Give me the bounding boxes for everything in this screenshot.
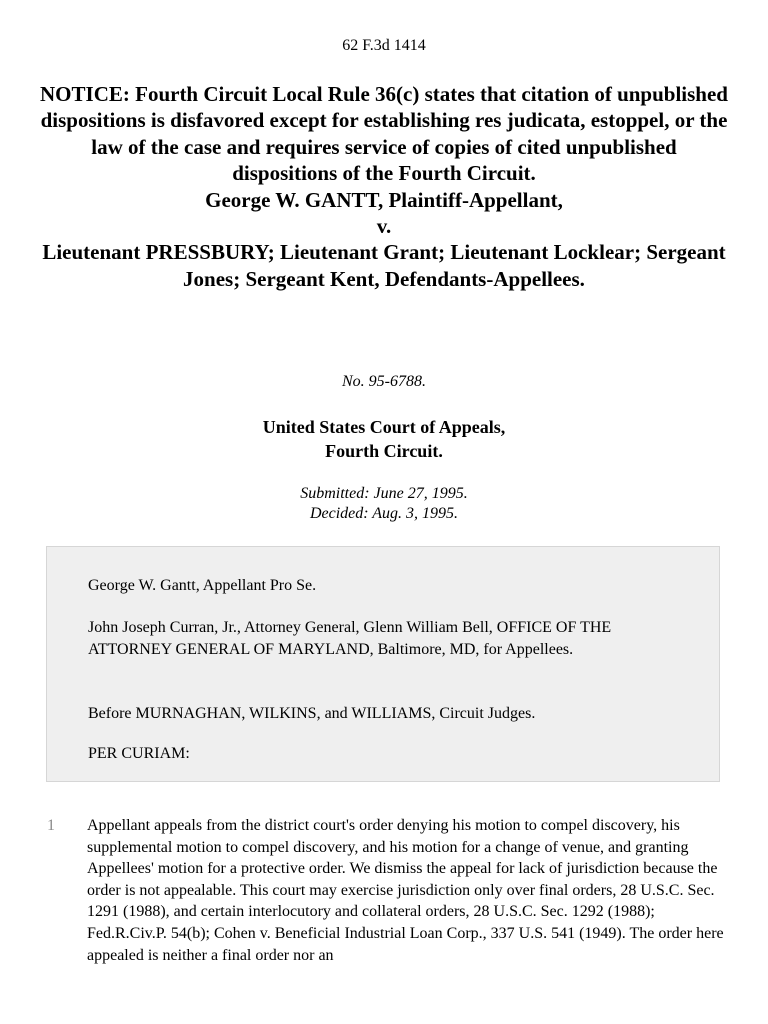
plaintiff-line: George W. GANTT, Plaintiff-Appellant, [205, 187, 563, 212]
case-dates [0, 484, 768, 524]
rule-notice: NOTICE: Fourth Circuit Local Rule 36(c) states that citation of unpublished dispositions is disfavored except for establishing res judicata, estoppel, or the law of the case and requires service of copies of cited unpublished dispositions of the Fourth Circuit. [40, 82, 728, 186]
court-name-line-2: Fourth Circuit. [325, 441, 443, 461]
defendants-line: Lieutenant PRESSBURY; Lieutenant Grant; Lieutenant Locklear; Sergeant Jones; Sergeant Kent, Defendants-Appellees. [42, 240, 726, 291]
court-name [0, 415, 768, 463]
panel-judges: Before MURNAGHAN, WILKINS, and WILLIAMS, Circuit Judges. [88, 705, 536, 722]
paragraph-text: Appellant appeals from the district court's order denying his motion to compel discovery, his supplemental motion to compel discovery, and his motion for a change of venue, and granting Appellees' motion for a protective order. We dismiss the appeal for lack of jurisdiction because the order is not appealable. This court may exercise jurisdiction only over final orders, 28 U.S.C. Sec. 1291 (1988), and certain interlocutory and collateral orders, 28 U.S.C. Sec. 1292 (1988); Fed.R.Civ.P. 54(b); Cohen v. Beneficial Industrial Loan Corp., 337 U.S. 541 (1949). The order here appealed is neither a final order nor an [87, 817, 724, 964]
reporter-citation: 62 F.3d 1414 [342, 37, 426, 54]
versus-line: v. [376, 214, 392, 239]
submitted-date: Submitted: June 27, 1995. [300, 485, 468, 502]
appellant-counsel: George W. Gantt, Appellant Pro Se. [88, 577, 317, 594]
per-curiam-label: PER CURIAM: [88, 745, 190, 762]
paragraph-number: 1 [47, 817, 55, 834]
court-name-line-1: United States Court of Appeals, [262, 417, 506, 437]
docket-number: No. 95-6788. [342, 373, 426, 390]
counsel-panel [46, 546, 720, 782]
appellees-counsel: John Joseph Curran, Jr., Attorney General, Glenn William Bell, OFFICE OF THE ATTORNEY GENERAL OF MARYLAND, Baltimore, MD, for Appellees. [88, 619, 612, 658]
case-caption [40, 81, 728, 292]
decided-date: Decided: Aug. 3, 1995. [309, 505, 459, 522]
